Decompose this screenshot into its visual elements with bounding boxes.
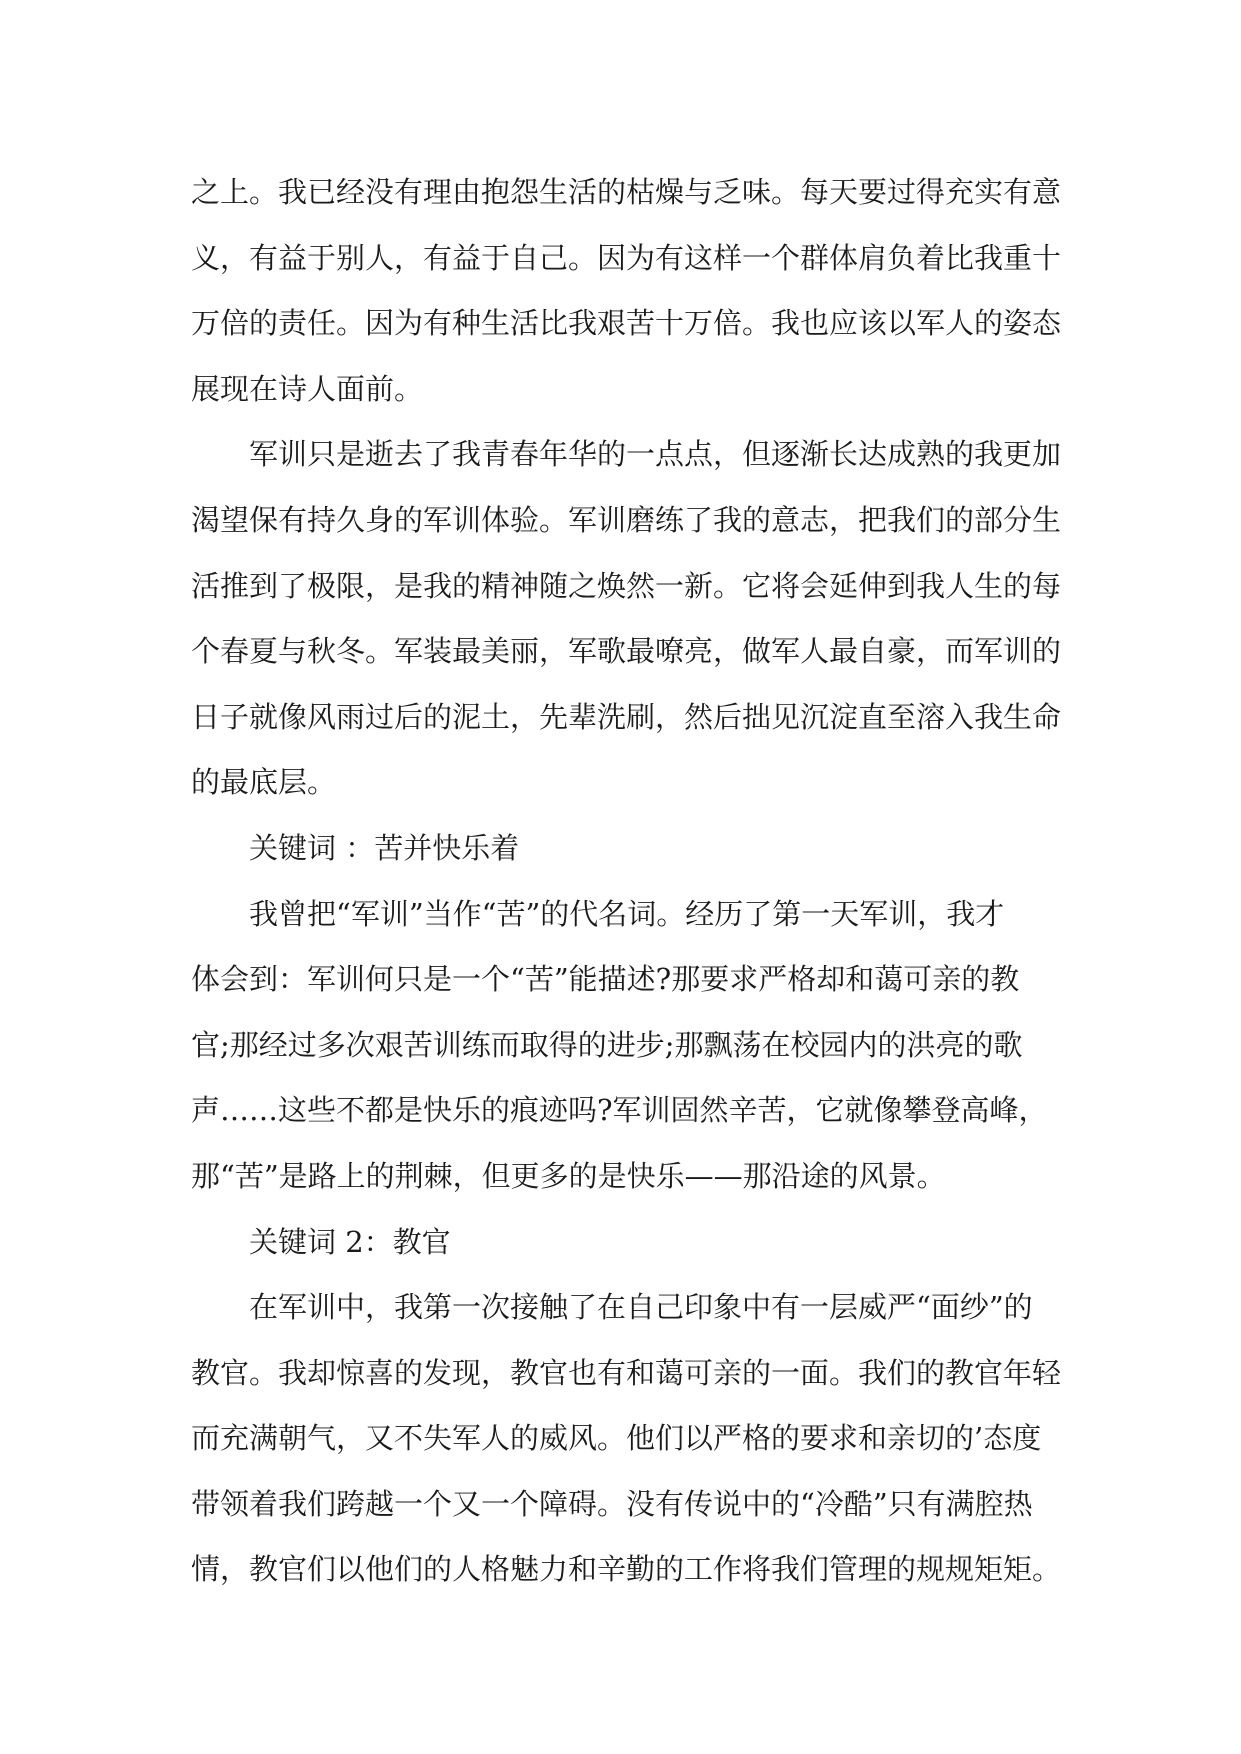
text-line: 情，教官们以他们的人格魅力和辛勤的工作将我们管理的规规矩矩。 bbox=[191, 1552, 1062, 1587]
text-line: 声……这些不都是快乐的痕迹吗?军训固然辛苦，它就像攀登高峰， bbox=[191, 1093, 1048, 1128]
paragraph-first-line: 关键词 ：苦并快乐着 bbox=[249, 830, 520, 865]
text-line: 体会到：军训何只是一个“苦”能描述?那要求严格却和蔼可亲的教 bbox=[191, 962, 1020, 997]
text-line: 官;那经过多次艰苦训练而取得的进步;那飘荡在校园内的洪亮的歌 bbox=[191, 1027, 1023, 1062]
text-line: 个春夏与秋冬。军装最美丽，军歌最嘹亮，做军人最自豪，而军训的 bbox=[191, 634, 1062, 669]
paragraph-first-line: 在军训中，我第一次接触了在自己印象中有一层威严“面纱”的 bbox=[249, 1290, 1033, 1325]
text-line: 带领着我们跨越一个又一个障碍。没有传说中的“冷酷”只有满腔热 bbox=[191, 1486, 1033, 1521]
text-line: 渴望保有持久身的军训体验。军训磨练了我的意志，把我们的部分生 bbox=[191, 502, 1062, 537]
text-line: 展现在诗人面前。 bbox=[191, 371, 424, 406]
text-line: 义，有益于别人，有益于自己。因为有这样一个群体肩负着比我重十 bbox=[191, 240, 1062, 275]
text-line: 那“苦”是路上的荆棘，但更多的是快乐——那沿途的风景。 bbox=[191, 1158, 946, 1193]
paragraph-first-line: 关键词 2：教官 bbox=[249, 1224, 451, 1259]
body-text bbox=[191, 160, 1071, 1603]
text-line: 之上。我已经没有理由抱怨生活的枯燥与乏味。每天要过得充实有意 bbox=[191, 175, 1062, 209]
text-line: 而充满朝气，又不失军人的威风。他们以严格的要求和亲切的’态度 bbox=[191, 1421, 1042, 1456]
text-line: 教官。我却惊喜的发现，教官也有和蔼可亲的一面。我们的教官年轻 bbox=[191, 1355, 1062, 1390]
text-line: 日子就像风雨过后的泥土，先辈洗刷，然后拙见沉淀直至溶入我生命 bbox=[191, 699, 1062, 734]
text-line: 万倍的责任。因为有种生活比我艰苦十万倍。我也应该以军人的姿态 bbox=[191, 306, 1062, 341]
paragraph-first-line: 军训只是逝去了我青春年华的一点点，但逐渐长达成熟的我更加 bbox=[249, 437, 1062, 472]
paragraph-first-line: 我曾把“军训”当作“苦”的代名词。经历了第一天军训，我才 bbox=[249, 896, 1005, 931]
text-line: 活推到了极限，是我的精神随之焕然一新。它将会延伸到我人生的每 bbox=[191, 568, 1062, 603]
text-line: 的最底层。 bbox=[191, 765, 337, 800]
